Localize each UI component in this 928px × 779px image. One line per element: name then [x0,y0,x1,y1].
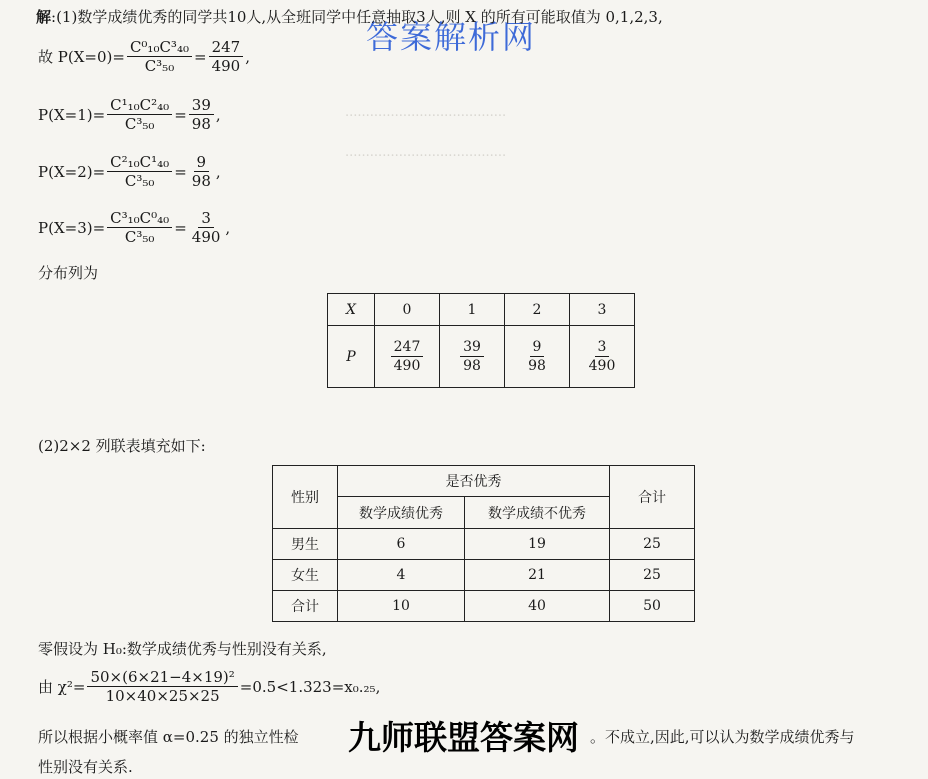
prob-x2-result-den: 98 [191,172,211,190]
dist-p-den: 490 [588,358,616,374]
prob-x3-num: C³₁₀C⁰₄₀ [107,209,172,228]
intro-text: :(1)数学成绩优秀的同学共10人,从全班同学中任意抽取3人,则 X 的所有可能取值为 0,1,2,3, [51,8,663,26]
cont-cell: 4 [338,560,465,591]
dist-p-cell [570,326,635,388]
prob-x1-result-num: 39 [189,96,214,115]
null-hypothesis: 零假设为 H₀:数学成绩优秀与性别没有关系, [38,640,327,658]
dist-p-den: 98 [463,358,481,374]
prob-x3-result-num: 3 [198,209,214,228]
bleed-through-text: ....................................... [345,145,507,160]
conclusion-part-b: 。不成立,因此,可以认为数学成绩优秀与 [590,728,855,746]
cont-group-header: 是否优秀 [338,466,610,497]
bleed-through-text: ....................................... [345,105,507,120]
intro-line [36,6,663,27]
prob-x2-result-num: 9 [194,153,210,172]
distribution-label: 分布列为 [38,264,99,282]
cont-total-header: 合计 [610,466,695,529]
watermark-bottom: 九师联盟答案网 [348,718,579,757]
chi-num: 50×(6×21−4×19)² [87,668,237,687]
prob-x2-prefix: P(X=2)= [38,162,106,181]
prob-x3-result-den: 490 [191,228,221,246]
cont-col-not-excellent: 数学成绩不优秀 [465,497,610,529]
prob-x0-result-den: 490 [211,57,241,75]
contingency-table [272,465,695,622]
solution-label: 解 [36,8,52,26]
cont-row-label: 女生 [273,560,338,591]
dist-p-den: 98 [528,358,546,374]
prob-x0-prefix: 故 P(X=0)= [38,48,125,66]
dist-p-cell [505,326,570,388]
chi-square-formula [38,668,380,705]
chi-den: 10×40×25×25 [105,687,220,705]
prob-x0-result-num: 247 [209,38,244,57]
prob-x2: P(X=2)= $\frac{\text{C²₁₀C¹₄₀}}{\text{C³₅₀}}$ = $\frac{9}{98}$ , [38,153,221,190]
dist-p-cell [375,326,440,388]
conclusion-line-2: 性别没有关系. [38,758,133,776]
dist-p-num: 9 [530,338,545,357]
cont-cell: 19 [465,529,610,560]
watermark-top: 答案解析网 [366,18,537,56]
dist-x-value: 0 [375,294,440,326]
dist-p-den: 490 [393,358,421,374]
chi-suffix: =0.5<1.323=x₀.₂₅, [239,677,381,696]
dist-p-num: 3 [595,338,610,357]
prob-x3-den: C³₅₀ [124,228,155,246]
prob-x1-num: C¹₁₀C²₄₀ [107,96,172,115]
cont-cell: 6 [338,529,465,560]
dist-x-value: 3 [570,294,635,326]
conclusion-part-a: 所以根据小概率值 α=0.25 的独立性检 [38,728,299,746]
dist-x-header: X [328,294,375,326]
comma: , [245,47,250,66]
dist-p-num: 247 [391,338,424,357]
prob-x0: 故 P(X=0)= $\frac{\text{C⁰₁₀C³₄₀}}{\text{C³₅₀}}$ = $\frac{247}{490}$ , [38,38,250,75]
cont-cell: 50 [610,591,695,622]
dist-p-num: 39 [460,338,484,357]
cont-cell: 21 [465,560,610,591]
prob-x1-den: C³₅₀ [124,115,155,133]
comma: , [225,218,231,237]
part2-label: (2)2×2 列联表填充如下: [38,437,206,455]
cont-cell: 40 [465,591,610,622]
prob-x0-num: C⁰₁₀C³₄₀ [127,38,192,57]
prob-x2-den: C³₅₀ [124,172,155,190]
dist-p-header: P [328,326,375,388]
dist-x-value: 1 [440,294,505,326]
distribution-table [327,293,635,388]
cont-col-excellent: 数学成绩优秀 [338,497,465,529]
prob-x3-prefix: P(X=3)= [38,218,106,237]
prob-x3: P(X=3)= $\frac{\text{C³₁₀C⁰₄₀}}{\text{C³₅₀}}$ = $\frac{3}{490}$ , [38,209,231,246]
prob-x2-num: C²₁₀C¹₄₀ [107,153,172,172]
cont-row-label: 男生 [273,529,338,560]
cont-cell: 25 [610,560,695,591]
prob-x1: P(X=1)= $\frac{\text{C¹₁₀C²₄₀}}{\text{C³₅₀}}$ = $\frac{39}{98}$ , [38,96,221,133]
cont-gender-header: 性别 [273,466,338,529]
cont-cell: 10 [338,591,465,622]
comma: , [215,105,221,124]
cont-cell: 25 [610,529,695,560]
prob-x0-den: C³₅₀ [144,57,175,75]
cont-row-label: 合计 [273,591,338,622]
prob-x1-prefix: P(X=1)= [38,105,106,124]
chi-prefix: 由 χ²= [38,678,86,696]
comma: , [215,162,221,181]
prob-x1-result-den: 98 [191,115,211,133]
dist-p-cell [440,326,505,388]
dist-x-value: 2 [505,294,570,326]
